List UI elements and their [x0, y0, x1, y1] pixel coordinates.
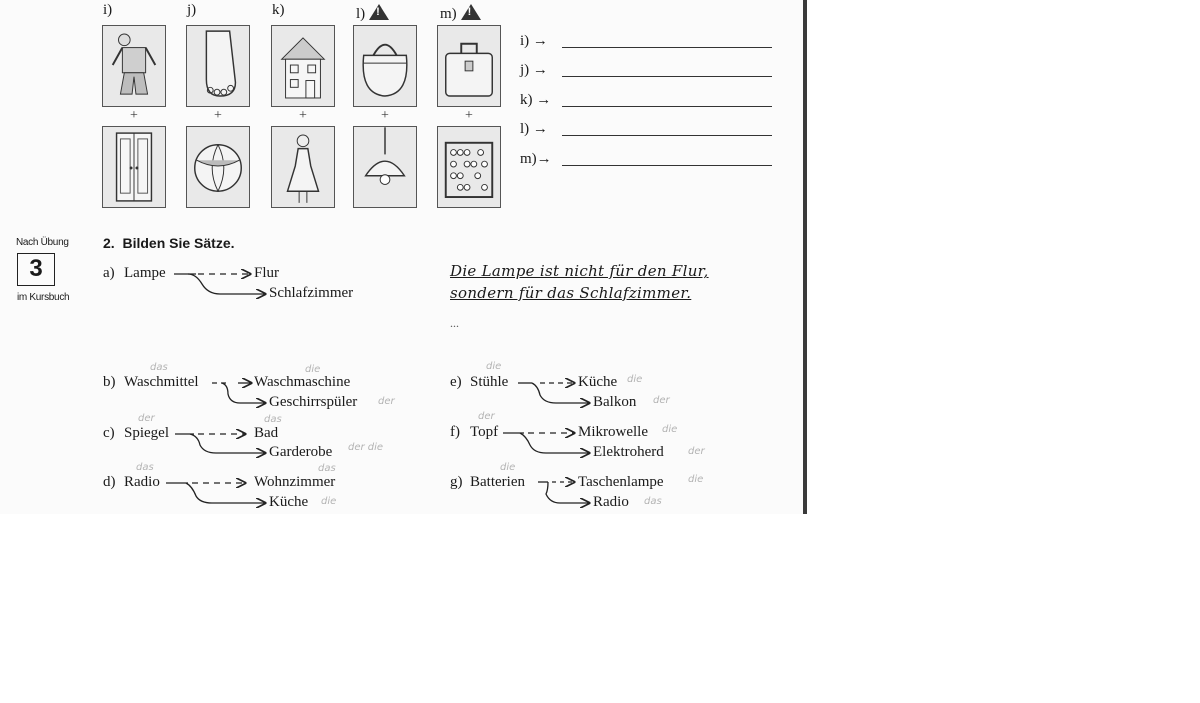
arrow-icon: →	[532, 121, 548, 137]
answer-label-l	[520, 121, 548, 138]
item-c-label: c)	[103, 425, 115, 441]
answer-letter: l)	[520, 121, 530, 137]
answer-label-k	[520, 92, 551, 109]
item-d-article-pencil: das	[136, 462, 154, 473]
answer-label-i	[520, 33, 548, 50]
answer-line-l[interactable]	[562, 135, 772, 136]
item-b-word: Waschmittel	[124, 374, 199, 390]
item-letter-m-row	[440, 2, 481, 23]
warning-icon	[461, 4, 481, 20]
item-f-wrong-article: die	[662, 424, 678, 435]
worksheet-scan	[0, 0, 807, 514]
item-g-article-pencil: die	[500, 462, 516, 473]
item-c-article-pencil: der	[138, 413, 155, 424]
item-b-wrong: Waschmaschine	[254, 374, 351, 390]
wardrobe-icon	[102, 126, 166, 208]
woman-icon	[271, 126, 335, 208]
plus-sign: +	[465, 108, 473, 123]
side-note-top: Nach Übung	[16, 237, 69, 248]
answer-line-j[interactable]	[562, 76, 772, 77]
item-e-right-article: der	[653, 395, 670, 406]
clothes-icon	[102, 25, 166, 107]
plus-sign: +	[381, 108, 389, 123]
item-e-wrong-article: die	[627, 374, 643, 385]
item-e-word: Stühle	[470, 374, 509, 390]
item-b-right: Geschirrspüler	[269, 394, 358, 410]
item-a-word: Lampe	[124, 265, 166, 281]
side-note-bottom: im Kursbuch	[17, 292, 70, 303]
item-b-label: b)	[103, 374, 116, 390]
item-letter-l: l)	[356, 6, 366, 22]
item-c-right: Garderobe	[269, 444, 333, 460]
house-icon	[271, 25, 335, 107]
item-g-wrong: Taschenlampe	[578, 474, 664, 490]
answer-letter: i)	[520, 33, 530, 49]
answer-letter: j)	[520, 62, 530, 78]
handwritten-answer-line1: Die Lampe ist nicht für den Flur,	[450, 262, 709, 280]
briefcase-icon	[437, 25, 501, 107]
item-letter-l-row	[356, 2, 389, 23]
lamp-icon	[353, 126, 417, 208]
handwritten-answer-line2: sondern für das Schlafzimmer.	[450, 284, 692, 302]
item-letter-k: k)	[272, 2, 285, 18]
arrow-icon: →	[536, 151, 552, 167]
item-e-wrong: Küche	[578, 374, 618, 390]
item-e-article-pencil: die	[486, 361, 502, 372]
ball-icon	[186, 126, 250, 208]
handbag-icon	[353, 25, 417, 107]
plus-sign: +	[299, 108, 307, 123]
item-letter-i: i)	[103, 2, 113, 18]
item-e-label: e)	[450, 374, 462, 390]
answer-letter: m)	[520, 151, 537, 167]
item-letter-j: j)	[187, 2, 197, 18]
item-a-wrong: Flur	[254, 265, 280, 281]
item-e-right: Balkon	[593, 394, 637, 410]
item-d-wrong: Wohnzimmer	[254, 474, 336, 490]
item-letter-m: m)	[440, 6, 457, 22]
arrow-icon: →	[532, 62, 548, 78]
item-b-wrong-article: die	[305, 364, 321, 375]
item-g-wrong-article: die	[688, 474, 704, 485]
item-c-wrong: Bad	[254, 425, 279, 441]
item-g-label: g)	[450, 474, 463, 490]
item-f-article-pencil: der	[478, 411, 495, 422]
ellipsis: ...	[450, 316, 459, 330]
item-g-right: Radio	[593, 494, 629, 510]
arrow-icon: →	[532, 33, 548, 49]
abacus-icon	[437, 126, 501, 208]
item-d-right-article: die	[321, 496, 337, 507]
item-g-word: Batterien	[470, 474, 525, 490]
item-f-word: Topf	[470, 424, 499, 440]
plus-sign: +	[214, 108, 222, 123]
foot-icon	[186, 25, 250, 107]
item-f-label: f)	[450, 424, 460, 440]
item-c-wrong-article: das	[264, 414, 282, 425]
item-d-word: Radio	[124, 474, 160, 490]
item-c-word: Spiegel	[124, 425, 169, 441]
exercise-number-box: 3	[17, 253, 55, 286]
item-d-label: d)	[103, 474, 116, 490]
plus-sign: +	[130, 108, 138, 123]
item-g-right-article: das	[644, 496, 662, 507]
item-d-wrong-article: das	[318, 463, 336, 474]
item-a-right: Schlafzimmer	[269, 285, 354, 301]
exercise-title: Bilden Sie Sätze.	[122, 235, 235, 251]
answer-label-m	[520, 151, 552, 168]
item-f-wrong: Mikrowelle	[578, 424, 648, 440]
item-f-right: Elektroherd	[593, 444, 664, 460]
answer-label-j	[520, 62, 548, 79]
answer-line-i[interactable]	[562, 47, 772, 48]
exercise-num: 2.	[103, 235, 115, 251]
item-c-right-article: der die	[348, 442, 384, 453]
answer-line-k[interactable]	[562, 106, 772, 107]
item-b-right-article: der	[378, 396, 395, 407]
exercise-heading	[103, 235, 235, 251]
item-d-right: Küche	[269, 494, 309, 510]
answer-letter: k)	[520, 92, 533, 108]
item-f-right-article: der	[688, 446, 705, 457]
item-a-label: a)	[103, 265, 115, 281]
answer-line-m[interactable]	[562, 165, 772, 166]
arrow-icon: →	[536, 92, 552, 108]
warning-icon	[369, 4, 389, 20]
item-b-article-pencil: das	[150, 362, 168, 373]
